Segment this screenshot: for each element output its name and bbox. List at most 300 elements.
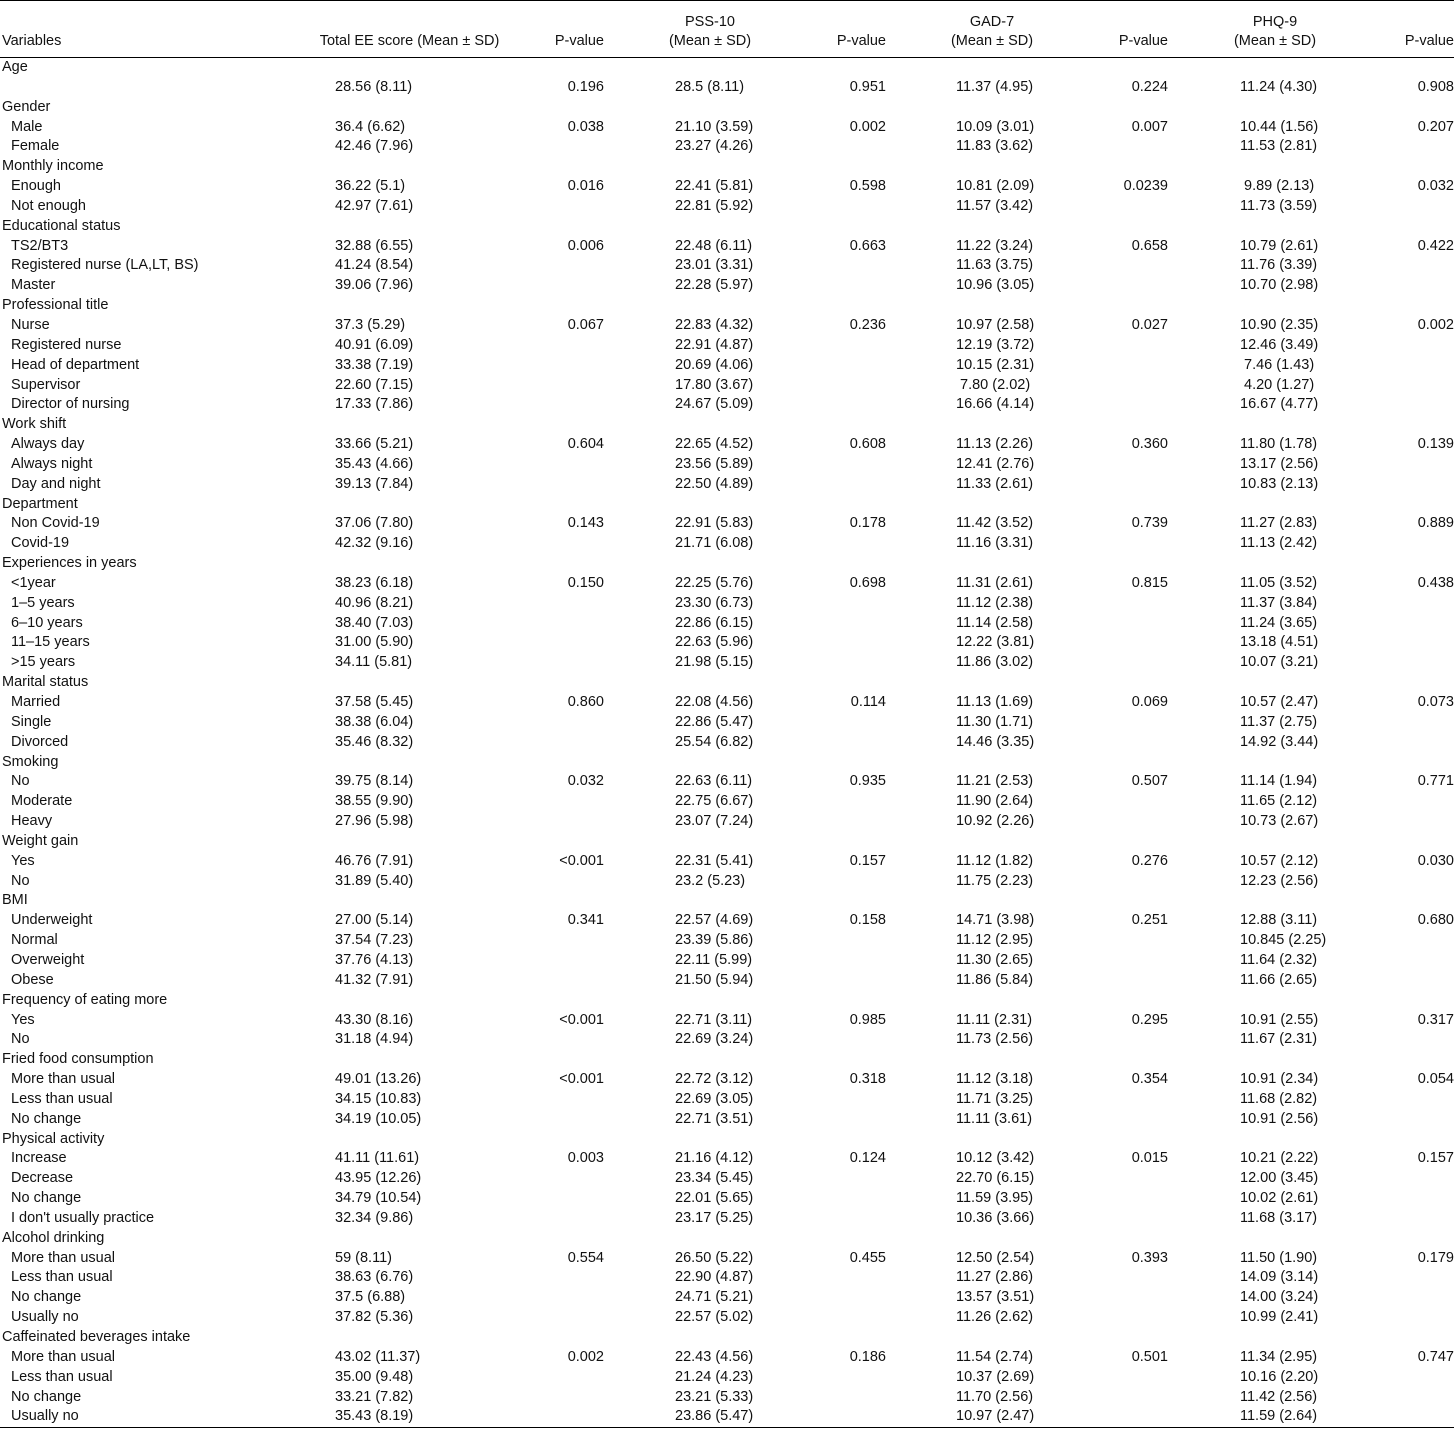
cell-p2: 0.663 [849, 237, 886, 254]
cell-pss: 22.71 (3.51) [675, 1110, 754, 1127]
cell-p2: 0.158 [849, 912, 886, 929]
cell-p4 [1382, 256, 1454, 276]
cell-pss: 22.69 (3.24) [675, 1031, 754, 1048]
cell-ee [283, 58, 536, 78]
cell-phq: 11.37 (2.75) [1240, 713, 1318, 730]
cell-p4 [1382, 58, 1454, 78]
cell-p1 [536, 1130, 604, 1150]
cell-p3 [1098, 1368, 1168, 1388]
cell-pss: 22.69 (3.05) [675, 1090, 754, 1107]
cell-phq [1168, 832, 1382, 852]
cell-pss: 22.43 (4.56) [675, 1348, 754, 1365]
cell-p4 [1382, 475, 1454, 495]
cell-p1 [536, 296, 604, 316]
cell-p2 [816, 951, 886, 971]
group-label: Alcohol drinking [2, 1229, 105, 1246]
cell-phq: 11.24 (4.30) [1240, 78, 1318, 95]
cell-p3 [1098, 733, 1168, 753]
cell-p4 [1382, 1050, 1454, 1070]
cell-p1 [536, 58, 604, 78]
cell-p4: 0.030 [1417, 852, 1454, 869]
cell-p3: 0.501 [1131, 1348, 1168, 1365]
cell-phq: 14.00 (3.24) [1240, 1289, 1319, 1306]
group-row [0, 1050, 1454, 1070]
cell-ee: 38.63 (6.76) [335, 1269, 414, 1286]
cell-pss: 22.91 (5.83) [675, 515, 754, 532]
cell-p3 [1098, 753, 1168, 773]
cell-p2 [816, 991, 886, 1011]
cell-pss: 20.69 (4.06) [675, 356, 754, 373]
cell-phq [1168, 554, 1382, 574]
cell-p4 [1382, 1328, 1454, 1348]
cell-gad [886, 554, 1098, 574]
cell-phq [1168, 98, 1382, 118]
cell-gad [886, 673, 1098, 693]
cell-pss: 22.57 (5.02) [675, 1309, 754, 1326]
cell-ee: 39.06 (7.96) [335, 277, 414, 294]
cell-p1: 0.032 [567, 773, 604, 790]
cell-ee [283, 991, 536, 1011]
cell-pss [604, 98, 816, 118]
cell-ee [283, 495, 536, 515]
table-row [0, 1149, 1454, 1169]
cell-pss: 22.11 (5.99) [675, 951, 753, 968]
cell-p1 [536, 753, 604, 773]
cell-ee: 37.54 (7.23) [335, 932, 414, 949]
cell-p4 [1382, 931, 1454, 951]
cell-p3: 0.393 [1131, 1249, 1168, 1266]
cell-p2 [816, 891, 886, 911]
table-row [0, 1090, 1454, 1110]
group-row [0, 832, 1454, 852]
cell-p4: 0.680 [1417, 912, 1454, 929]
cell-p3 [1098, 137, 1168, 157]
cell-p4: 0.207 [1417, 118, 1454, 135]
cell-ee [283, 217, 536, 237]
cell-pss: 23.17 (5.25) [675, 1209, 754, 1226]
cell-ee: 34.19 (10.05) [335, 1110, 422, 1127]
cell-phq: 11.68 (2.82) [1240, 1090, 1318, 1107]
cell-ee: 34.11 (5.81) [335, 654, 413, 671]
cell-p2: 0.455 [849, 1249, 886, 1266]
cell-phq [1168, 296, 1382, 316]
cell-p3 [1098, 1189, 1168, 1209]
group-label: Educational status [2, 217, 121, 234]
cell-phq: 9.89 (2.13) [1240, 178, 1315, 195]
table-row [0, 395, 1454, 415]
cell-p4 [1382, 1288, 1454, 1308]
cell-p1 [536, 395, 604, 415]
cell-p3 [1098, 931, 1168, 951]
cell-ee: 41.11 (11.61) [335, 1150, 420, 1167]
cell-p1 [536, 475, 604, 495]
cell-phq: 12.00 (3.45) [1240, 1170, 1319, 1187]
row-label: No change [11, 1388, 82, 1405]
cell-pss [604, 217, 816, 237]
header-pss-line2: (Mean ± SD) [668, 33, 752, 49]
cell-p2: 0.698 [849, 574, 886, 591]
cell-p4 [1382, 276, 1454, 296]
cell-pss: 23.34 (5.45) [675, 1170, 754, 1187]
cell-p2 [816, 475, 886, 495]
cell-p4 [1382, 1130, 1454, 1150]
table-row [0, 356, 1454, 376]
cell-phq: 11.13 (2.42) [1240, 535, 1318, 552]
cell-p4 [1382, 614, 1454, 634]
cell-gad: 11.16 (3.31) [956, 535, 1034, 552]
cell-p1 [536, 891, 604, 911]
cell-p3 [1098, 713, 1168, 733]
cell-pss: 23.27 (4.26) [675, 138, 754, 155]
cell-p4 [1382, 455, 1454, 475]
cell-p2 [816, 1368, 886, 1388]
cell-pss: 23.2 (5.23) [675, 872, 746, 889]
row-label: Single [11, 713, 52, 730]
cell-gad [886, 891, 1098, 911]
cell-p3 [1098, 1050, 1168, 1070]
row-label: More than usual [11, 1249, 115, 1266]
cell-p3 [1098, 475, 1168, 495]
cell-p1 [536, 356, 604, 376]
cell-p1 [536, 971, 604, 991]
cell-phq [1168, 1130, 1382, 1150]
cell-gad: 11.12 (2.95) [956, 932, 1034, 949]
group-label: Professional title [2, 297, 109, 314]
cell-gad: 14.46 (3.35) [956, 733, 1035, 750]
cell-p1 [536, 1407, 604, 1427]
row-label: Divorced [11, 733, 69, 750]
cell-pss: 23.56 (5.89) [675, 455, 754, 472]
row-label: Male [11, 118, 43, 135]
cell-pss [604, 495, 816, 515]
cell-p1: 0.016 [567, 178, 604, 195]
cell-p2 [816, 1407, 886, 1427]
cell-p1 [536, 276, 604, 296]
cell-p2 [816, 872, 886, 892]
row-label: Heavy [11, 813, 53, 830]
cell-p1 [536, 336, 604, 356]
cell-p1 [536, 931, 604, 951]
cell-p1: 0.143 [567, 515, 604, 532]
cell-gad: 22.70 (6.15) [956, 1170, 1035, 1187]
cell-p4 [1382, 1090, 1454, 1110]
cell-p2 [816, 1268, 886, 1288]
cell-p2: 0.002 [849, 118, 886, 135]
cell-phq: 11.68 (3.17) [1240, 1209, 1318, 1226]
cell-p1 [536, 1308, 604, 1328]
cell-phq [1168, 157, 1382, 177]
cell-pss: 23.30 (6.73) [675, 594, 754, 611]
cell-p4: 0.032 [1417, 178, 1454, 195]
cell-p4 [1382, 1268, 1454, 1288]
cell-p4 [1382, 98, 1454, 118]
cell-phq: 11.65 (2.12) [1240, 793, 1318, 810]
cell-ee: 40.96 (8.21) [335, 594, 414, 611]
cell-p1: 0.002 [567, 1348, 604, 1365]
cell-ee: 32.88 (6.55) [335, 237, 414, 254]
cell-p2 [816, 276, 886, 296]
cell-p2 [816, 217, 886, 237]
cell-p4: 0.422 [1417, 237, 1454, 254]
cell-gad: 11.22 (3.24) [956, 237, 1034, 254]
cell-p4 [1382, 594, 1454, 614]
cell-gad: 7.80 (2.02) [956, 376, 1031, 393]
cell-pss: 23.21 (5.33) [675, 1388, 754, 1405]
cell-p1 [536, 673, 604, 693]
cell-phq: 7.46 (1.43) [1240, 356, 1315, 373]
cell-p3: 0.658 [1131, 237, 1168, 254]
row-label: Supervisor [11, 376, 81, 393]
cell-ee: 43.30 (8.16) [335, 1011, 414, 1028]
table-row [0, 316, 1454, 336]
cell-p1: <0.001 [559, 1011, 604, 1028]
cell-ee: 37.3 (5.29) [335, 316, 406, 333]
header-gad-line1: GAD-7 [969, 14, 1015, 30]
cell-gad: 11.75 (2.23) [956, 872, 1034, 889]
table-row [0, 633, 1454, 653]
cell-p4: 0.747 [1417, 1348, 1454, 1365]
cell-ee: 38.40 (7.03) [335, 614, 414, 631]
group-row [0, 554, 1454, 574]
cell-pss: 23.01 (3.31) [675, 257, 754, 274]
cell-p2 [816, 256, 886, 276]
cell-phq: 10.70 (2.98) [1240, 277, 1319, 294]
cell-p2 [816, 1189, 886, 1209]
table-row [0, 256, 1454, 276]
cell-ee: 37.58 (5.45) [335, 694, 414, 710]
cell-p3 [1098, 157, 1168, 177]
cell-pss: 22.28 (5.97) [675, 277, 754, 294]
cell-p3 [1098, 792, 1168, 812]
cell-pss [604, 673, 816, 693]
row-label: TS2/BT3 [11, 237, 69, 254]
cell-p3 [1098, 1229, 1168, 1249]
cell-gad [886, 296, 1098, 316]
cell-ee: 42.97 (7.61) [335, 197, 414, 214]
table-row [0, 614, 1454, 634]
cell-phq: 11.42 (2.56) [1240, 1388, 1318, 1405]
cell-phq: 16.67 (4.77) [1240, 396, 1319, 413]
cell-gad: 11.12 (3.18) [956, 1071, 1034, 1088]
group-label: Caffeinated beverages intake [2, 1329, 191, 1345]
cell-phq: 11.24 (3.65) [1240, 614, 1318, 631]
cell-p3 [1098, 455, 1168, 475]
group-label: Age [2, 59, 28, 75]
cell-pss [604, 832, 816, 852]
cell-pss: 23.39 (5.86) [675, 932, 754, 949]
cell-p4 [1382, 633, 1454, 653]
cell-p3 [1098, 197, 1168, 217]
table-row [0, 137, 1454, 157]
cell-p3 [1098, 891, 1168, 911]
cell-pss: 21.50 (5.94) [675, 971, 754, 988]
cell-p3: 0.007 [1131, 118, 1168, 135]
table-row [0, 376, 1454, 396]
table-row [0, 455, 1454, 475]
cell-gad: 13.57 (3.51) [956, 1289, 1035, 1306]
cell-ee: 43.02 (11.37) [335, 1348, 421, 1365]
cell-p1 [536, 1328, 604, 1348]
cell-ee: 37.5 (6.88) [335, 1289, 406, 1306]
cell-phq: 12.88 (3.11) [1240, 912, 1318, 929]
cell-ee: 33.66 (5.21) [335, 436, 414, 453]
cell-gad: 10.09 (3.01) [956, 118, 1035, 135]
group-label: Fried food consumption [2, 1051, 154, 1068]
cell-ee: 37.06 (7.80) [335, 515, 414, 532]
cell-ee: 35.43 (8.19) [283, 1407, 536, 1427]
cell-p2 [816, 594, 886, 614]
cell-gad: 11.13 (1.69) [956, 694, 1034, 710]
table-row [0, 911, 1454, 931]
cell-ee: 31.18 (4.94) [335, 1031, 414, 1048]
cell-pss: 22.65 (4.52) [675, 436, 754, 453]
cell-pss [604, 415, 816, 435]
cell-gad: 10.36 (3.66) [956, 1209, 1035, 1226]
cell-p1: 0.860 [567, 694, 604, 710]
cell-p1 [536, 1229, 604, 1249]
row-label: >15 years [11, 654, 76, 671]
cell-p1 [536, 614, 604, 634]
group-row [0, 217, 1454, 237]
table-row [0, 1388, 1454, 1408]
cell-gad: 11.54 (2.74) [956, 1348, 1034, 1365]
table-row [0, 1288, 1454, 1308]
cell-ee [283, 753, 536, 773]
cell-gad: 12.50 (2.54) [956, 1249, 1035, 1266]
cell-ee: 31.89 (5.40) [335, 872, 414, 889]
cell-p3: 0.360 [1131, 436, 1168, 453]
cell-ee: 41.32 (7.91) [335, 971, 414, 988]
row-label: Usually no [11, 1309, 79, 1326]
header-gad-line2: (Mean ± SD) [950, 33, 1034, 49]
cell-phq: 11.73 (3.59) [1240, 197, 1318, 214]
cell-p3 [1098, 1130, 1168, 1150]
cell-p4 [1382, 495, 1454, 515]
table-row [0, 475, 1454, 495]
cell-ee: 28.56 (8.11) [335, 78, 413, 95]
cell-p2 [816, 971, 886, 991]
cell-p3 [1098, 832, 1168, 852]
cell-p2 [816, 812, 886, 832]
cell-ee: 43.95 (12.26) [335, 1170, 422, 1187]
cell-p1 [536, 1189, 604, 1209]
row-label [0, 78, 283, 98]
cell-p4 [1382, 792, 1454, 812]
cell-ee [283, 554, 536, 574]
cell-phq: 10.57 (2.47) [1240, 694, 1319, 710]
cell-p4 [1382, 872, 1454, 892]
cell-ee: 40.91 (6.09) [335, 336, 414, 353]
cell-p3 [1098, 594, 1168, 614]
cell-p2: 0.598 [849, 178, 886, 195]
group-row [0, 296, 1454, 316]
cell-gad: 10.97 (2.58) [956, 316, 1035, 333]
cell-p3: 0.224 [1131, 78, 1168, 95]
cell-phq: 12.46 (3.49) [1240, 336, 1319, 353]
cell-p1 [536, 1050, 604, 1070]
cell-phq: 13.18 (4.51) [1240, 634, 1319, 651]
cell-gad [886, 98, 1098, 118]
cell-p3: 0.815 [1131, 574, 1168, 591]
cell-ee [283, 296, 536, 316]
cell-ee [283, 415, 536, 435]
cell-p3: 0.0239 [1123, 178, 1168, 195]
cell-phq: 10.99 (2.41) [1240, 1309, 1319, 1326]
cell-p4 [1382, 971, 1454, 991]
cell-phq: 10.02 (2.61) [1240, 1190, 1319, 1207]
cell-p1 [536, 415, 604, 435]
table-row [0, 971, 1454, 991]
cell-ee: 22.60 (7.15) [335, 376, 414, 393]
header-row [0, 1, 1454, 58]
cell-phq: 11.34 (2.95) [1240, 1348, 1318, 1365]
table-row [0, 1368, 1454, 1388]
cell-p4: 0.054 [1417, 1071, 1454, 1088]
cell-ee: 34.15 (10.83) [335, 1090, 422, 1107]
cell-p4: 0.889 [1417, 515, 1454, 532]
table-row [0, 1110, 1454, 1130]
cell-p1 [536, 137, 604, 157]
table-row [0, 653, 1454, 673]
cell-p4 [1382, 951, 1454, 971]
row-label: No [11, 773, 30, 790]
group-row [0, 1229, 1454, 1249]
cell-gad: 11.11 (2.31) [956, 1011, 1033, 1028]
cell-phq [1168, 991, 1382, 1011]
table-row [0, 237, 1454, 257]
cell-p3 [1098, 256, 1168, 276]
cell-p2 [816, 1030, 886, 1050]
cell-ee [283, 1130, 536, 1150]
table-row [0, 1209, 1454, 1229]
cell-phq: 4.20 (1.27) [1240, 376, 1315, 393]
cell-p2 [816, 1130, 886, 1150]
row-label: Less than usual [11, 1090, 113, 1107]
row-label: Director of nursing [11, 396, 130, 413]
row-label: No [11, 1031, 30, 1048]
cell-phq: 10.21 (2.22) [1240, 1150, 1319, 1167]
cell-ee [283, 673, 536, 693]
table-row [0, 276, 1454, 296]
header-pss [604, 1, 816, 58]
cell-gad: 10.92 (2.26) [956, 813, 1035, 830]
cell-phq [1168, 217, 1382, 237]
cell-phq [1168, 1328, 1382, 1348]
cell-p1 [536, 1090, 604, 1110]
cell-ee: 59 (8.11) [335, 1249, 392, 1266]
cell-phq: 11.66 (2.65) [1240, 971, 1318, 988]
cell-ee: 34.79 (10.54) [335, 1190, 422, 1207]
cell-p2 [816, 336, 886, 356]
cell-ee: 31.00 (5.90) [335, 634, 414, 651]
cell-ee: 32.34 (9.86) [335, 1209, 414, 1226]
row-label: I don't usually practice [11, 1209, 155, 1226]
cell-pss: 25.54 (6.82) [675, 733, 754, 750]
cell-ee: 39.75 (8.14) [335, 773, 414, 790]
cell-p3: 0.251 [1131, 912, 1168, 929]
cell-pss [604, 1229, 816, 1249]
cell-p4 [1382, 1407, 1454, 1427]
cell-p2 [816, 395, 886, 415]
row-label: Registered nurse [11, 336, 122, 353]
cell-phq [1168, 495, 1382, 515]
cell-p4: 0.073 [1417, 694, 1454, 710]
cell-p1 [536, 1110, 604, 1130]
header-p3: P-value [1118, 33, 1168, 49]
cell-p1 [536, 1288, 604, 1308]
cell-p3 [1098, 336, 1168, 356]
cell-p1 [536, 733, 604, 753]
